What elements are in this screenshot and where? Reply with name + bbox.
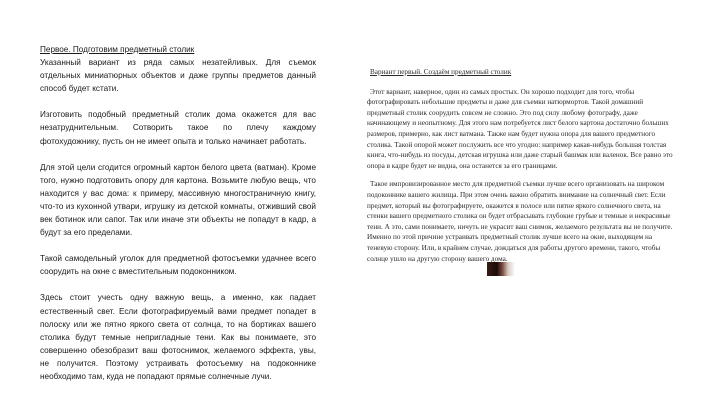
left-paragraph-1: Указанный вариант из ряда самых незатейливых. Для съемок отдельных миниатюрных объектов и даже группы предметов данный способ будет кстати.: [40, 58, 316, 94]
right-section-heading: Вариант первый. Создаём предметный столик: [370, 68, 512, 76]
left-paragraph-3: Для этой цели сгодится огромный картон белого цвета (ватман). Кроме того, нужно подготовить опору для картона. Возьмите любую вещь, что находится у вас дома: к примеру, массивную многостраничную книгу, что-то из кухонной утвари, игрушку из детской комнаты, отживший свой век ботинок или сапог. Так или иначе эти объекты не попадут в кадр, а будут за его пределами.: [40, 162, 316, 238]
left-paragraph-4: Такой самодельный уголок для предметной фотосъемки удачнее всего соорудить на окне с вместительным подоконником.: [40, 254, 316, 277]
left-paragraph-5: Здесь стоит учесть одну важную вещь, а именно, как падает естественный свет. Если фотографируемый вами предмет попадет в полоску или же пятно яркого света от солнца, то на бортиках вашего столика будут темные непригладные тени. Как вы понимаете, это совершенно обезобразит ваш фотоснимок, желаемого эффекта, увы, не получится. Поэтому устраивать фотосъемку на подоконнике необходимо там, куда не попадают прямые солнечные лучи.: [40, 293, 316, 381]
right-paragraph-2: Такое импровизированное место для предметной съемки лучше всего организовать на широком подоконнике вашего жилища. При этом очень важно обратить внимание на солнечный свет. Если предмет, который вы фотографируете, окажется в полосе или пятне яркого солнечного света, на стенки вашего предметного столика он будет отбрасывать глубокие грубые и темные и некрасивые тени. А это, сами понимаете, ничуть не украсит ваш снимок, желаемого результата вы не получите. Именно по этой причине устраивать предметный столик лучше всего на окне, выходящем на теневую сторону. Или, в крайнем случае, дождаться для работы другого времени, такого, чтобы солнце ушло на другую сторону вашего дома.: [367, 180, 673, 263]
left-section-heading: Первое. Подготовим предметный столик: [40, 45, 195, 54]
left-document-page: [40, 43, 316, 396]
cropped-photo-image: [487, 262, 515, 276]
right-document-page: [367, 67, 679, 272]
left-paragraph-2: Изготовить подобный предметный столик дома окажется для вас незатруднительным. Сотворить такое по плечу каждому фотохудожнику, пусть он не имеет опыта и только начинает работать.: [40, 110, 316, 146]
right-paragraph-1: Этот вариант, наверное, один из самых простых. Он хорошо подходит для того, чтобы фотографировать небольшие предметы и даже для съемки натюрмортов. Такой домашний предметный столик соорудить совсем не сложно. Это под силу любому фотографу, даже начинающему и неопытному. Для этого нам потребуется лист белого картона достаточно больших размеров, примерно, как лист ватмана. Также нам будет нужна опора для вашего предметного столика. Такой опорой может послужить все что угодно: например какая-нибудь большая толстая книга, что-нибудь из посуды, детская игрушка или даже старый башмак или валенок. Все равно это опора в кадре будет не видна, она останется за его границами.: [367, 87, 673, 170]
